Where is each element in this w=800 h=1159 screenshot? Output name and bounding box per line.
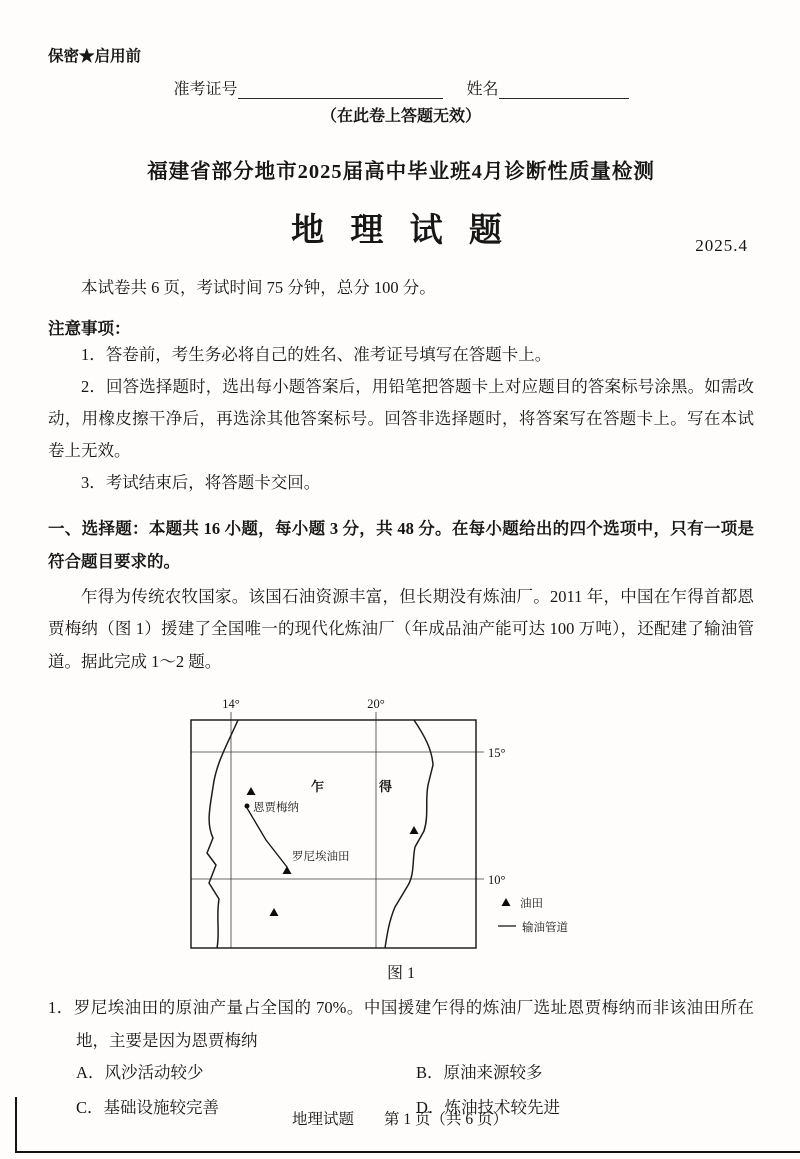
option-d: D．炼油技术较先进: [416, 1097, 560, 1117]
subject-title: 地 理 试 题: [291, 213, 511, 249]
note-item-3: 3．考试结束后，将答题卡交回。: [81, 472, 321, 492]
oilfield-marker-east: [410, 826, 419, 834]
longitude-label-14: 14°: [222, 696, 240, 711]
oilfield-marker-south: [270, 908, 279, 916]
page-footer: [0, 1107, 800, 1129]
section-title: 一、选择题：本题共 16 小题，每小题 3 分，共 48 分。在每小题给出的四个选项中，只有一项是符合题目要求的。: [48, 518, 754, 571]
registration-number-blank: [238, 81, 443, 99]
latitude-label-15: 15°: [488, 745, 506, 760]
reading-passage: 乍得为传统农牧国家。该国石油资源丰富，但长期没有炼油厂。2011 年，中国在乍得首都恩贾梅纳（图 1）援建了全国唯一的现代化炼油厂（年成品油产能可达 100 万吨），还配建了输油管道。据此完成 1～2 题。: [48, 586, 754, 671]
scan-edge-bottom: [15, 1151, 800, 1153]
figure-caption: 图 1: [386, 964, 415, 982]
city-marker: [245, 803, 250, 808]
latitude-label-10: 10°: [488, 872, 506, 887]
country-label-zha: 乍: [311, 778, 325, 794]
note-item-2: 2．回答选择题时，选出每小题答案后，用铅笔把答题卡上对应题目的答案标号涂黑。如需改动，用橡皮擦干净后，再选涂其他答案标号。回答非选择题时，将答案写在答题卡上。写在本试卷上无效。: [48, 376, 754, 460]
map-frame: [191, 720, 476, 948]
name-blank: [499, 81, 629, 99]
registration-number-label: 准考证号: [173, 81, 238, 98]
oilfield-label: 罗尼埃油田: [292, 850, 350, 863]
note-item-1: 1．答卷前，考生务必将自己的姓名、准考证号填写在答题卡上。: [81, 344, 552, 364]
option-b: B．原油来源较多: [416, 1062, 543, 1082]
option-c: C．基础设施较完善: [76, 1097, 220, 1117]
city-label: 恩贾梅纳: [253, 801, 299, 814]
intro-text: 本试卷共 6 页，考试时间 75 分钟，总分 100 分。: [81, 278, 436, 297]
title-row: [48, 204, 754, 258]
figure-container: [48, 695, 754, 983]
legend-oilfield-icon: [502, 898, 511, 906]
country-label-de: 得: [379, 778, 393, 794]
legend-pipeline-label: 输油管道: [522, 921, 568, 934]
footer-doc-title: 地理试题: [291, 1111, 354, 1128]
country-border-west: [207, 720, 238, 948]
registration-line: [48, 76, 754, 99]
country-border-east: [385, 720, 433, 948]
map-figure: [186, 695, 616, 957]
invalid-notice: （在此卷上答题无效）: [320, 108, 481, 125]
security-notice: 保密★启用前: [48, 48, 142, 65]
exam-date: 2025.4: [695, 236, 748, 255]
city-oilfield-marker: [247, 787, 256, 795]
exam-header: 福建省部分地市2025届高中毕业班4月诊断性质量检测: [147, 161, 655, 183]
name-label: 姓名: [466, 81, 499, 98]
option-a: A．风沙活动较少: [76, 1062, 204, 1082]
pipeline-line: [247, 808, 287, 867]
ronier-oilfield-marker: [283, 866, 292, 874]
question-1-stem: 1．罗尼埃油田的原油产量占全国的 70%。中国援建乍得的炼油厂选址恩贾梅纳而非该油田所在地，主要是因为恩贾梅纳: [48, 997, 754, 1050]
legend-oilfield-label: 油田: [520, 897, 543, 910]
scan-edge-left: [15, 1097, 17, 1153]
notes-title: 注意事项：: [48, 318, 131, 338]
footer-page-number: 第 1 页（共 6 页）: [384, 1111, 509, 1128]
longitude-label-20: 20°: [367, 696, 385, 711]
